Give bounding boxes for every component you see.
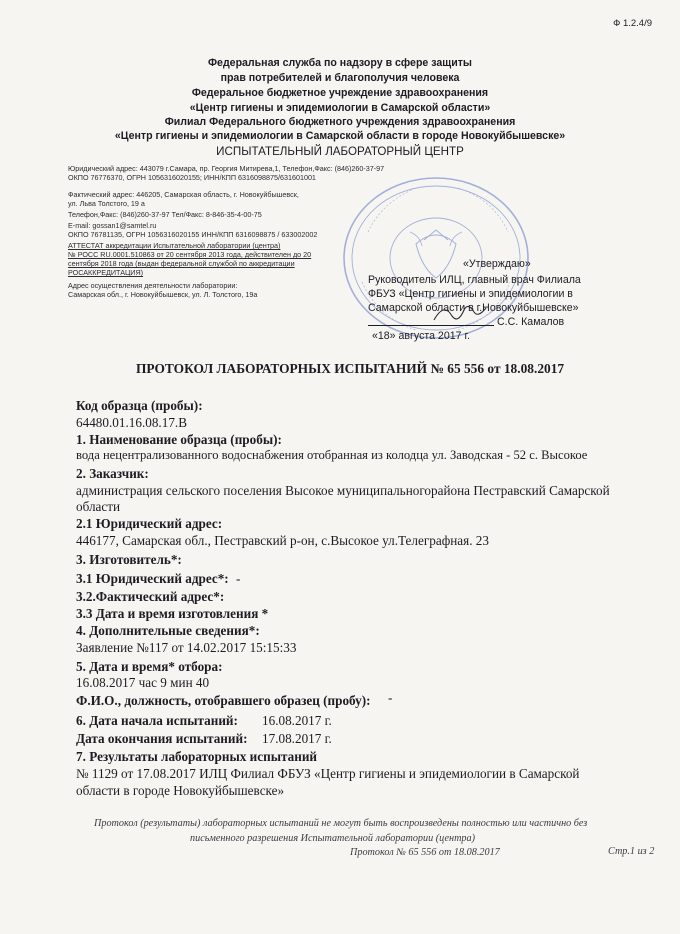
footer-protocol-ref: Протокол № 65 556 от 18.08.2017: [350, 847, 500, 858]
results-value-2: области в городе Новокуйбышевске»: [76, 783, 285, 798]
footer-note-1: Протокол (результаты) лабораторных испытаний не могут быть воспроизведены полностью или частично без: [94, 818, 588, 829]
protocol-title: ПРОТОКОЛ ЛАБОРАТОРНЫХ ИСПЫТАНИЙ № 65 556 от 18.08.2017: [136, 361, 565, 376]
header-line-6: «Центр гигиены и эпидемиологии в Самарской области в городе Новокуйбышевске»: [114, 130, 566, 142]
activity-address: Самарская обл., г. Новокуйбышевск, ул. Л. Толстого, 19а: [68, 290, 258, 299]
footer-note-2: письменного разрешения Испытательной лаборатории (центра): [190, 833, 476, 844]
approval-line-2: ФБУЗ «Центр гигиены и эпидемиологии в: [368, 288, 573, 300]
attestat-line-2: № РОСС RU.0001.510863 от 20 сентября 2013 года, действителен до 20: [68, 250, 312, 259]
approval-title: «Утверждаю»: [463, 258, 531, 270]
sample-code-value: 64480.01.16.08.17.В: [76, 415, 187, 430]
customer-value-2: области: [76, 499, 121, 514]
customer-value-1: администрация сельского поселения Высокое муниципальногорайона Пестравский Самарской: [76, 483, 610, 498]
manufacturer-label: 3. Изготовитель*:: [76, 552, 182, 567]
sample-name-label: 1. Наименование образца (пробы):: [76, 432, 282, 447]
approval-line-3: Самарской области в г.Новокуйбышевске»: [368, 302, 579, 314]
signatory-name: С.С. Камалов: [497, 316, 565, 328]
test-start-value: 16.08.2017 г.: [262, 713, 332, 728]
actual-address-1: Фактический адрес: 446205, Самарская область, г. Новокуйбышевск,: [68, 190, 299, 199]
attestat-line-4: РОСАККРЕДИТАЦИЯ): [68, 268, 144, 277]
header-line-3: Федеральное бюджетное учреждение здравоохранения: [191, 87, 489, 99]
okpo-branch: ОКПО 76781135, ОГРН 1056316020155 ИНН/КПП 6316098875 / 633002002: [68, 230, 318, 239]
sampler-label: Ф.И.О., должность, отобравшего образец (пробу):: [76, 693, 371, 708]
signature: [430, 300, 490, 326]
test-end-value: 17.08.2017 г.: [262, 731, 332, 746]
legal-address-label: 2.1 Юридический адрес:: [76, 516, 223, 531]
manufacturer-legal-label: 3.1 Юридический адрес*:: [76, 571, 229, 586]
sampling-label: 5. Дата и время* отбора:: [76, 659, 223, 674]
header-line-4: «Центр гигиены и эпидемиологии в Самарской области»: [189, 102, 491, 114]
customer-label: 2. Заказчик:: [76, 466, 149, 481]
legal-address-value: 446177, Самарская обл., Пестравский р-он, с.Высокое ул.Телеграфная. 23: [76, 533, 489, 548]
email: E-mail: gossan1@samtel.ru: [68, 221, 157, 230]
sample-code-label: Код образца (пробы):: [76, 398, 203, 413]
results-value-1: № 1129 от 17.08.2017 ИЛЦ Филиал ФБУЗ «Центр гигиены и эпидемиологии в Самарской: [76, 766, 580, 781]
approval-line-1: Руководитель ИЛЦ, главный врач Филиала: [368, 274, 581, 286]
sampling-value: 16.08.2017 час 9 мин 40: [76, 675, 210, 690]
header-center-name: ИСПЫТАТЕЛЬНЫЙ ЛАБОРАТОРНЫЙ ЦЕНТР: [216, 145, 464, 158]
actual-address-2: ул. Льва Толстого, 19 а: [68, 199, 145, 208]
phone: Телефон,Факс: (846)260-37-97 Тел/Факс: 8-846-35-4-00-75: [68, 210, 262, 219]
attestat-line-1: АТТЕСТАТ аккредитации Испытательной лаборатории (центра): [68, 241, 281, 250]
activity-address-label: Адрес осуществления деятельности лаборатории:: [68, 281, 238, 290]
okpo-legal: ОКПО 76776370, ОГРН 1056316020155; ИНН/КПП 6316098875/631601001: [68, 173, 316, 182]
approval-date: «18» августа 2017 г.: [372, 330, 470, 342]
results-label: 7. Результаты лабораторных испытаний: [76, 749, 318, 764]
form-code: Ф 1.2.4/9: [613, 18, 652, 29]
manufacture-date-label: 3.3 Дата и время изготовления *: [76, 606, 269, 621]
header-line-5: Филиал Федерального бюджетного учреждения здравоохранения: [164, 116, 516, 128]
legal-address: Юридический адрес: 443079 г.Самара, пр. Георгия Митирева,1, Телефон,Факс: (846)260-37-97: [68, 164, 385, 173]
sampler-value: -: [388, 690, 393, 705]
attestat-line-3: сентября 2018 года (выдан федеральной службой по аккредитации: [68, 259, 295, 268]
extra-info-label: 4. Дополнительные сведения*:: [76, 623, 260, 638]
page-number: Стр.1 из 2: [608, 846, 655, 857]
manufacturer-legal-value: -: [236, 571, 241, 586]
header-line-2: прав потребителей и благополучия человека: [220, 72, 460, 84]
sample-name-value: вода нецентрализованного водоснабжения отобранная из колодца ул. Заводская - 52 с. Высокое: [76, 448, 588, 462]
extra-info-value: Заявление №117 от 14.02.2017 15:15:33: [76, 640, 297, 655]
manufacturer-actual-label: 3.2.Фактический адрес*:: [76, 589, 225, 604]
test-end-label: Дата окончания испытаний:: [76, 731, 248, 746]
test-start-label: 6. Дата начала испытаний:: [76, 713, 238, 728]
header-line-1: Федеральная служба по надзору в сфере защиты: [208, 57, 472, 69]
